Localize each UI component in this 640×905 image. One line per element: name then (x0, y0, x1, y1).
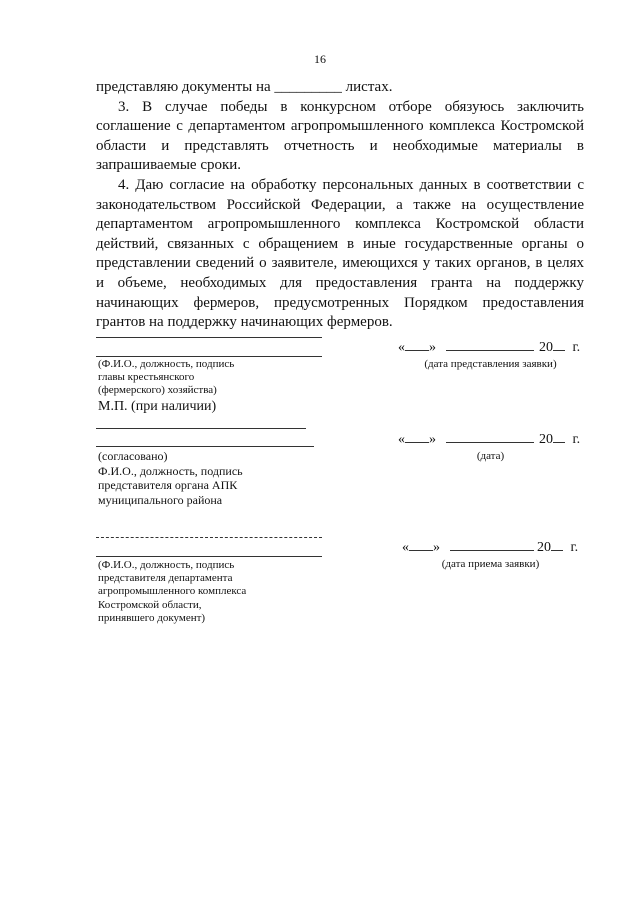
date-field: « » 20 г. (402, 540, 579, 555)
date-field: « » 20 г. (398, 432, 581, 447)
date-caption: (дата приема заявки) (441, 558, 540, 570)
date-caption: (дата представления заявки) (424, 358, 557, 370)
page-number: 16 (314, 52, 326, 66)
stamp-label: М.П. (при наличии) (98, 399, 217, 414)
paragraph-obligation: 3. В случае победы в конкурсном отборе обязуюсь заключить соглашение с департаментом агропромышленного комплекса Костромской области и представлять отчетность и необходимые материалы в запрашиваемые сроки. (96, 98, 584, 174)
signature-caption: (Ф.И.О., должность, подпись представителя департамента агропромышленного комплекса Костромской области, принявшего документ) (98, 559, 247, 624)
signature-line (96, 356, 322, 357)
paragraph-personal-data-consent: 4. Даю согласие на обработку персональных данных в соответствии с законодательством Российской Федерации, а также на осуществление департаментом агропромышленного комплекса Костромской области действий, связанных с обращением в иные государственные органы о представлении сведений о заявителе, имеющихся у таких органов, в целях и объеме, необходимых для предоставления гранта на поддержку начинающих фермеров, предусмотренных Порядком предоставления грантов на поддержку начинающих фермеров. (96, 176, 584, 331)
document-body (96, 78, 584, 333)
signature-line (96, 337, 322, 338)
signature-line (96, 537, 322, 538)
signature-line (96, 428, 306, 429)
date-field: « » 20 г. (398, 340, 581, 355)
date-caption: (дата) (476, 450, 505, 462)
paragraph-documents-count: представляю документы на _________ листах. (96, 79, 393, 95)
signature-caption: (Ф.И.О., должность, подпись главы крестьянского (фермерского) хозяйства) (98, 358, 235, 397)
signature-caption: (согласовано) Ф.И.О., должность, подпись представителя органа АПК муниципального района (98, 449, 243, 507)
signature-line (96, 556, 322, 557)
signature-line (96, 446, 314, 447)
